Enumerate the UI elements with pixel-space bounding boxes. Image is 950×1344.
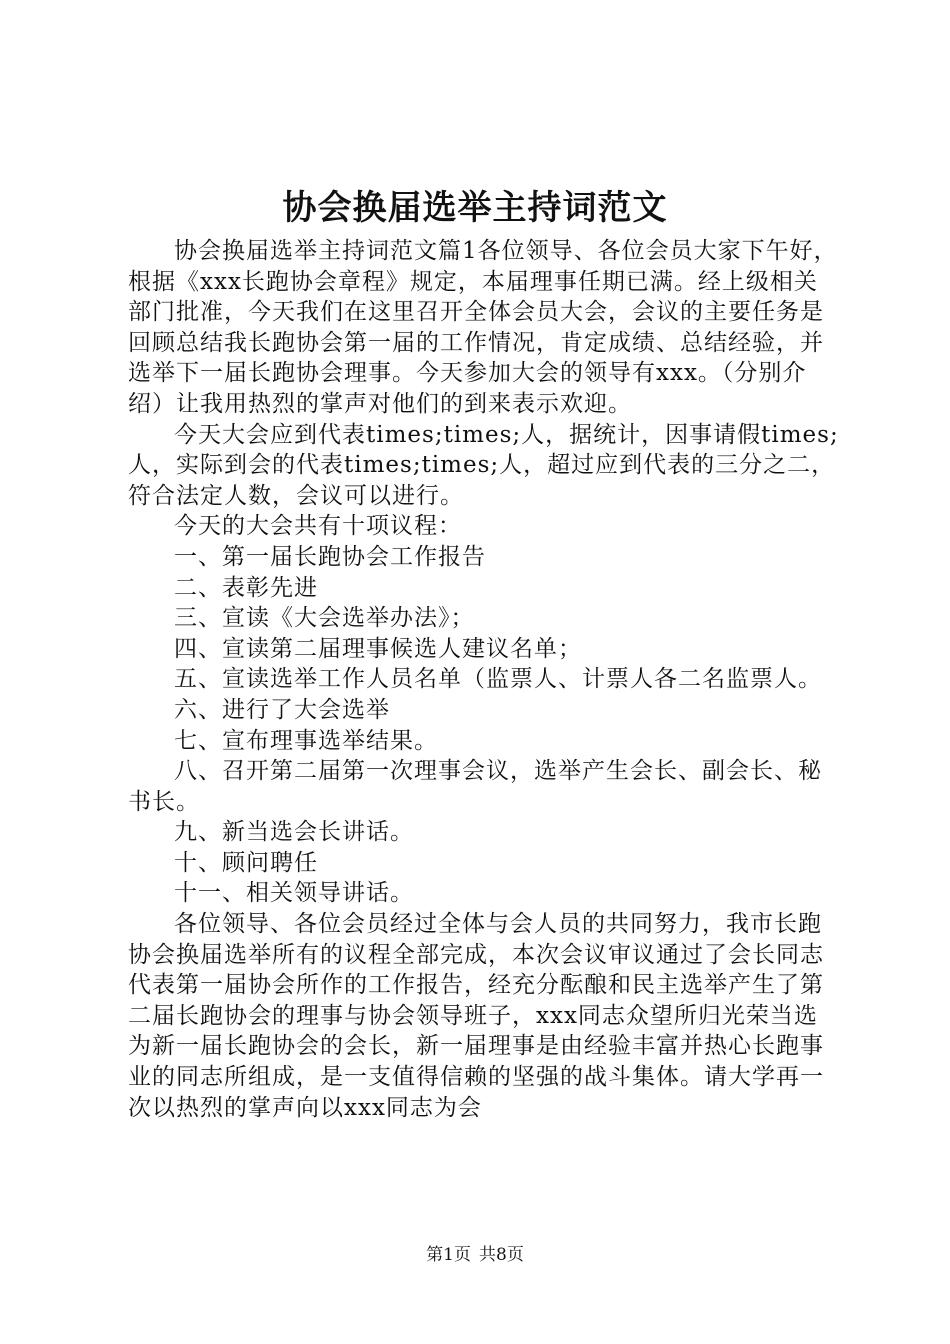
document-body [128, 236, 840, 1123]
agenda-item: 十一、相关领导讲话。 [174, 880, 414, 907]
paragraph: 今天的大会共有十项议程： [174, 513, 462, 540]
agenda-item: 六、进行了大会选举 [174, 696, 390, 723]
agenda-item: 八、召开第二届第一次理事会议，选举产生会长、副会长、秘书长。 [128, 758, 822, 815]
page-footer [0, 1244, 950, 1266]
agenda-item: 九、新当选会长讲话。 [174, 819, 414, 846]
paragraph: 协会换届选举主持词范文篇1各位领导、各位会员大家下午好，根据《xxx长跑协会章程》规定，本届理事任期已满。经上级相关部门批准，今天我们在这里召开全体会员大会，会议的主要任务是回顾总结我长跑协会第一届的工作情况，肯定成绩、总结经验，并选举下一届长跑协会理事。今天参加大会的领导有xxx。（分别介绍）让我用热烈的掌声对他们的到来表示欢迎。 [128, 238, 838, 417]
page-number: 第1页 [426, 1245, 471, 1265]
document-title: 协会换届选举主持词范文 [282, 188, 668, 228]
paragraph: 今天大会应到代表times;times;人，据统计，因事请假times;人，实际到会的代表times;times;人，超过应到代表的三分之二，符合法定人数，会议可以进行。 [128, 421, 839, 509]
paragraph: 各位领导、各位会员经过全体与会人员的共同努力，我市长跑协会换届选举所有的议程全部完成，本次会议审议通过了会长同志代表第一届协会所作的工作报告，经充分酝酿和民主选举产生了第二届长跑协会的理事与协会领导班子，xxx同志众望所归光荣当选为新一届长跑协会的会长，新一届理事是由经验丰富并热心长跑事业的同志所组成，是一支值得信赖的坚强的战斗集体。请大学再一次以热烈的掌声向以xxx同志为会 [128, 911, 824, 1121]
agenda-item: 七、宣布理事选举结果。 [174, 727, 438, 754]
agenda-item: 五、宣读选举工作人员名单（监票人、计票人各二名监票人。 [174, 666, 822, 693]
agenda-item: 十、顾问聘任 [174, 849, 318, 876]
agenda-item: 二、表彰先进 [174, 574, 318, 601]
agenda-item: 三、宣读《大会选举办法》； [174, 605, 475, 632]
agenda-item: 一、第一届长跑协会工作报告 [174, 543, 486, 570]
page-total: 共8页 [479, 1245, 524, 1265]
agenda-item: 四、宣读第二届理事候选人建议名单； [174, 635, 582, 662]
